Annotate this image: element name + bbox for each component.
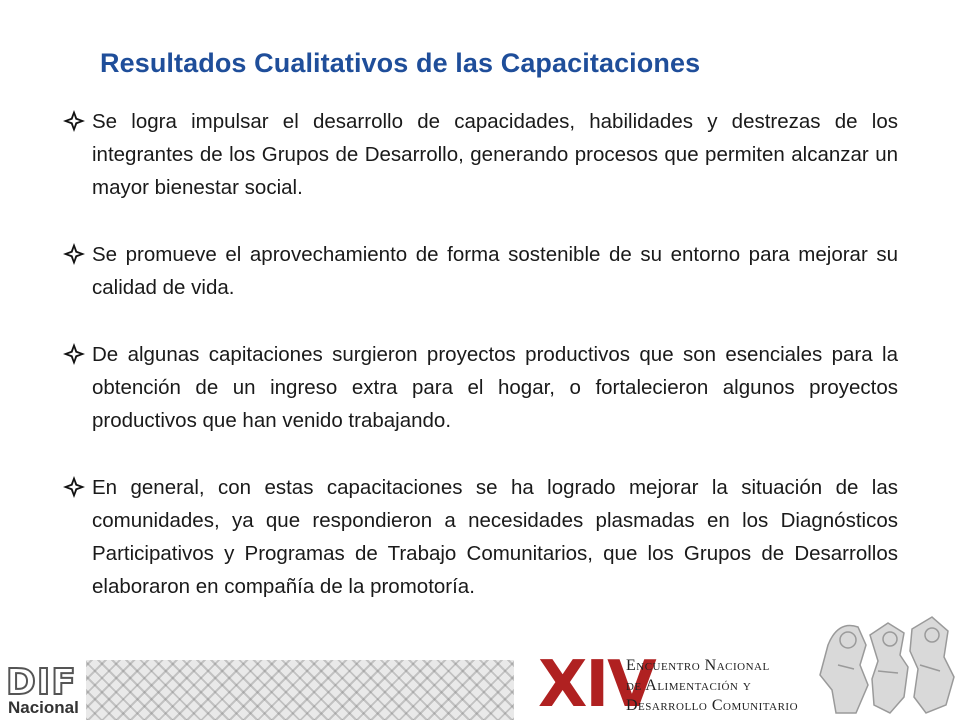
diamond-bullet-icon: [62, 109, 86, 133]
slide-title: Resultados Cualitativos de las Capacitaciones: [100, 48, 701, 78]
bullet-text: Se promueve el aprovechamiento de forma sostenible de su entorno para mejorar su calidad de vida.: [92, 243, 898, 299]
footer-banner: [0, 650, 960, 720]
dif-logo-subtitle: Nacional: [8, 698, 79, 717]
event-name-line: Desarrollo Comunitario: [626, 697, 799, 714]
bullet-item: [62, 238, 898, 304]
event-name: [626, 656, 826, 716]
dif-logo: [6, 662, 86, 718]
bullet-text: En general, con estas capacitaciones se ha logrado mejorar la situación de las comunidades, ya que respondieron a necesidades plasmadas en los Diagnósticos Participativos y Programas de Trabajo Comunitarios, que los Grupos de Desarrollos elaboraron en compañía de la promotoría.: [92, 476, 898, 598]
bullet-list: [62, 105, 898, 637]
dif-logo-text: DIF: [6, 662, 77, 703]
bullet-item: [62, 471, 898, 603]
event-name-line: Encuentro Nacional: [626, 657, 770, 674]
bullet-item: [62, 105, 898, 204]
diamond-bullet-icon: [62, 242, 86, 266]
bullet-text: De algunas capitaciones surgieron proyectos productivos que son esenciales para la obtención de un ingreso extra para el hogar, o fortalecieron algunos proyectos productivos que han venido trabajando.: [92, 343, 898, 432]
decorative-pattern-band: [86, 660, 514, 720]
bullet-item: [62, 338, 898, 437]
prehispanic-figures-icon: [808, 605, 958, 720]
bullet-text: Se logra impulsar el desarrollo de capacidades, habilidades y destrezas de los integrantes de los Grupos de Desarrollo, generando procesos que permiten alcanzar un mayor bienestar social.: [92, 110, 898, 199]
diamond-bullet-icon: [62, 475, 86, 499]
event-name-line: de Alimentación y: [626, 677, 752, 694]
diamond-bullet-icon: [62, 342, 86, 366]
edition-number: XIV: [538, 648, 655, 722]
